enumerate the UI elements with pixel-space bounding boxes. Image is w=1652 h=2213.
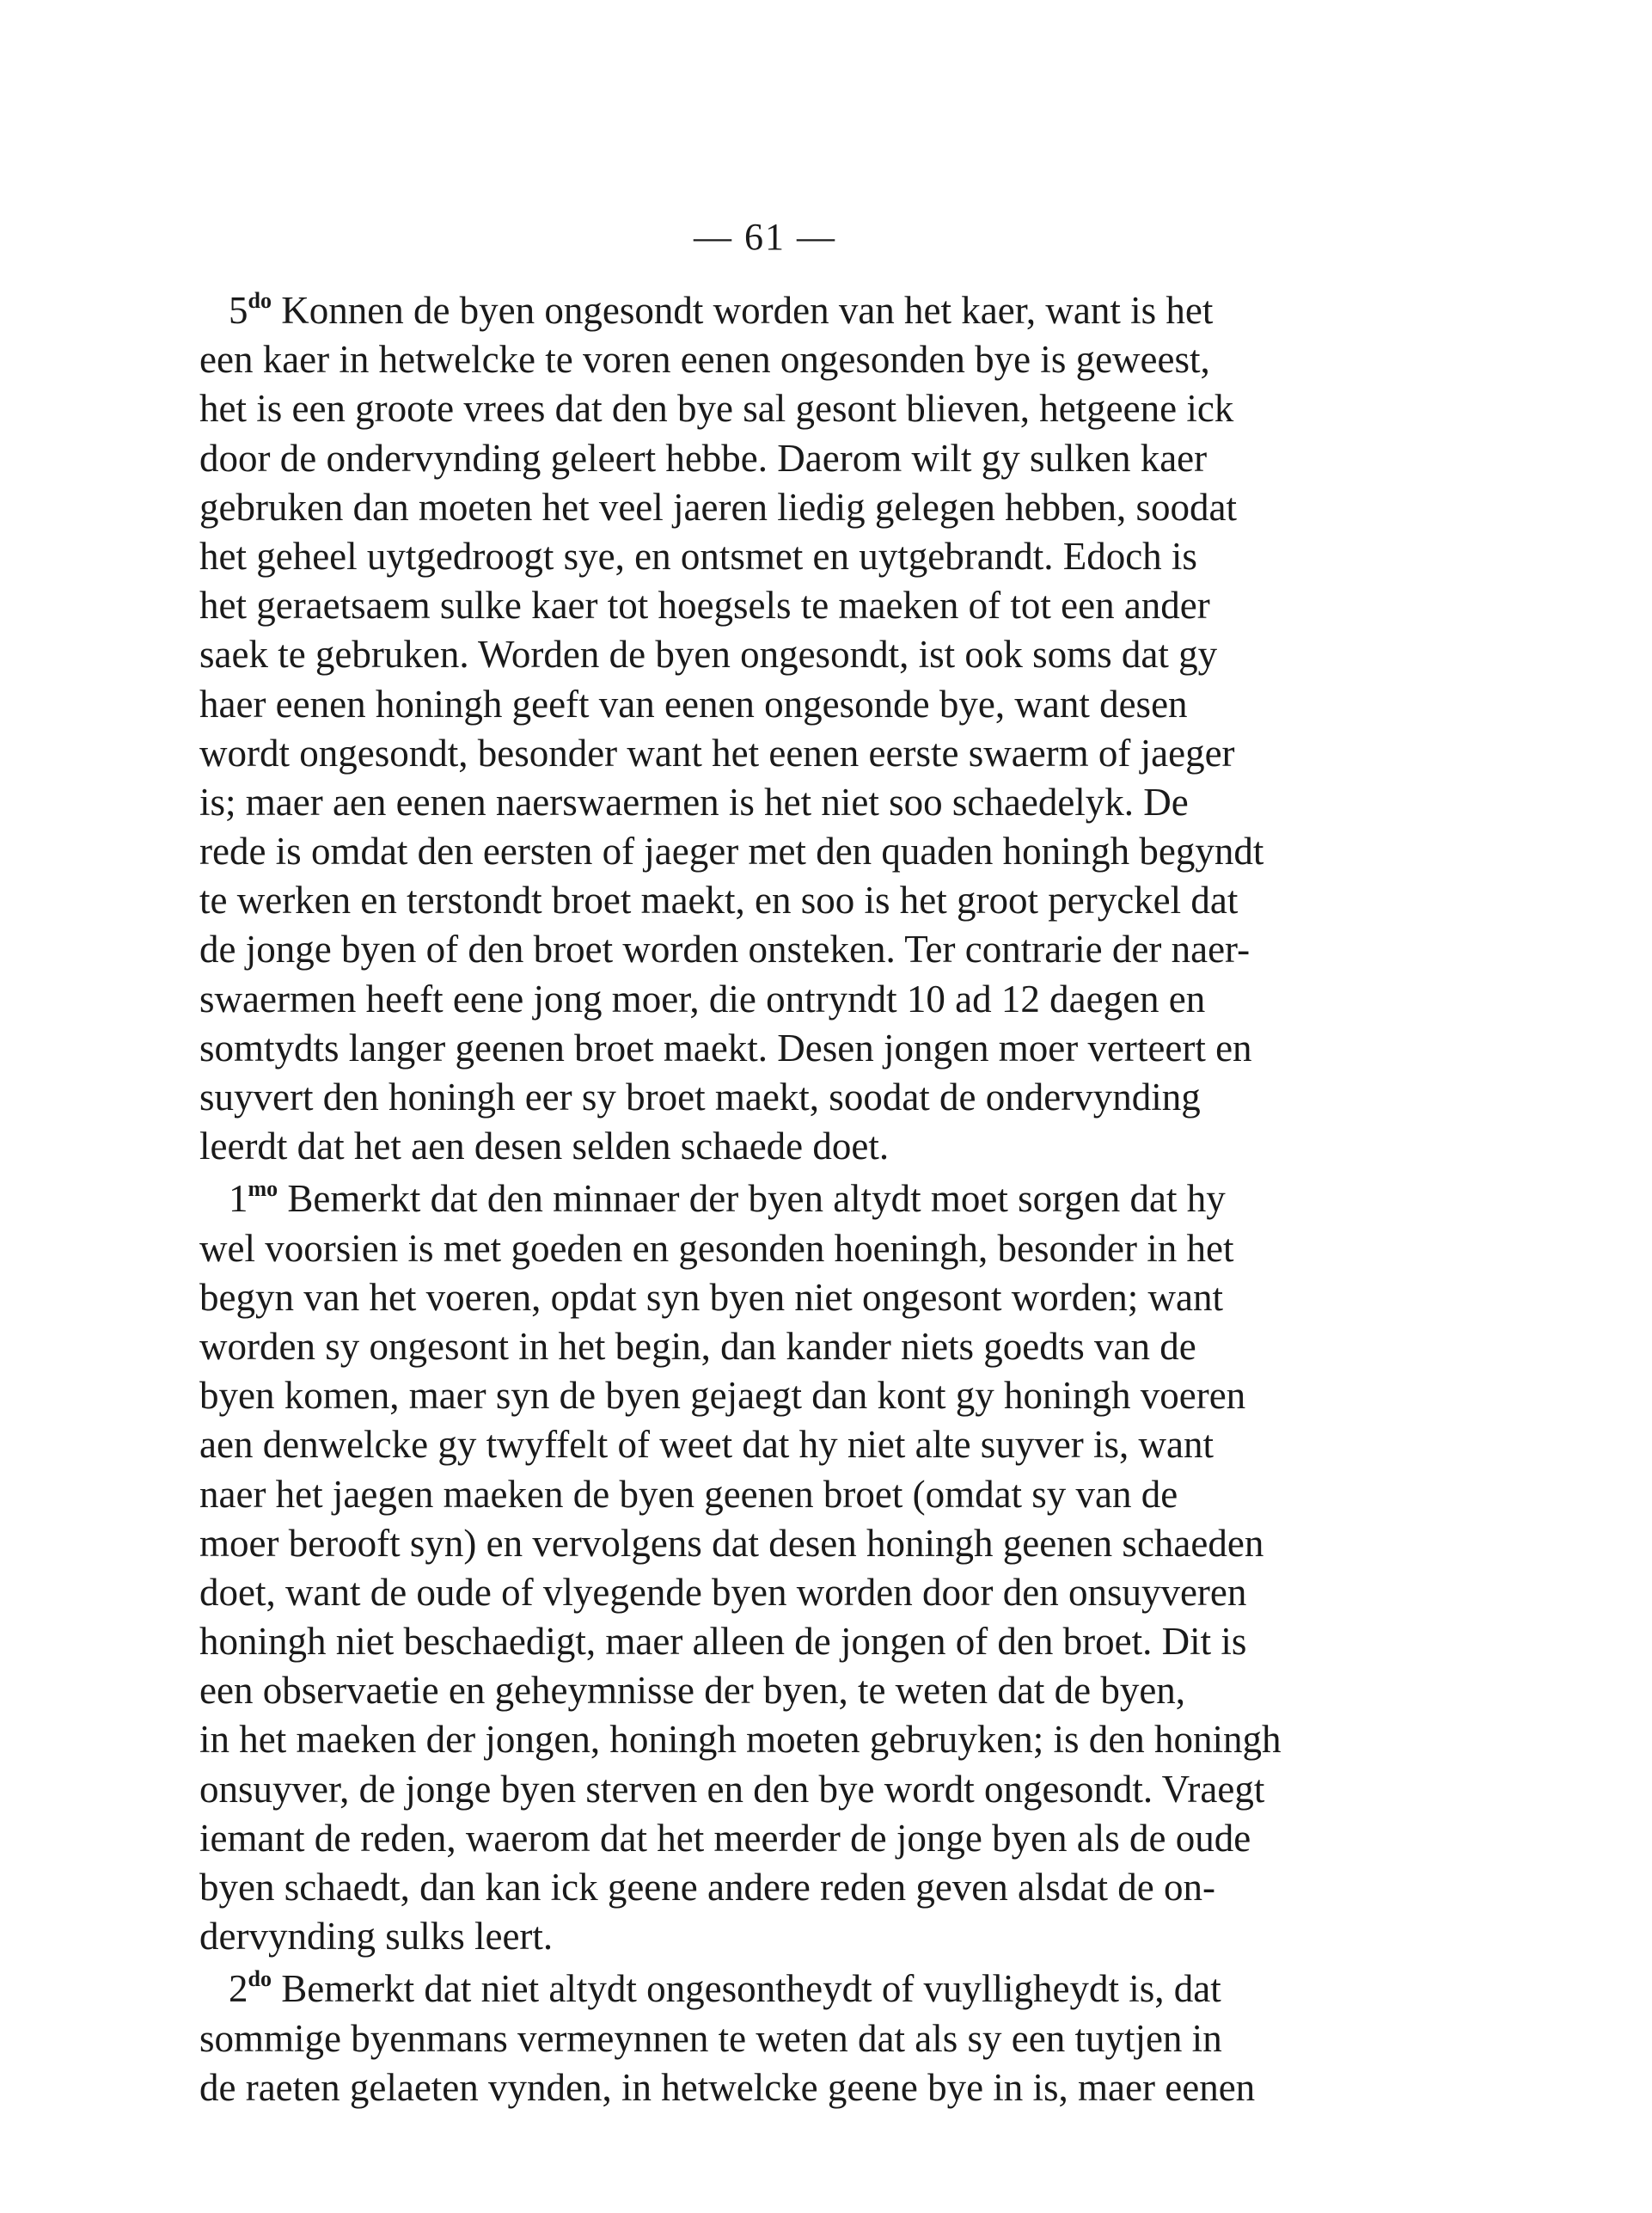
text-line <box>199 1273 1348 1322</box>
text-line <box>199 729 1348 778</box>
text-line <box>199 1965 1348 2014</box>
text-line <box>199 581 1348 630</box>
line-text: swaermen heeft eene jong moer, die ontryndt 10 ad 12 daegen en <box>199 977 1206 1021</box>
line-text: Bemerkt dat den minnaer der byen altydt moet sorgen dat hy <box>287 1177 1226 1221</box>
text-line <box>199 1617 1348 1666</box>
text-line <box>199 680 1348 729</box>
text-line <box>199 483 1348 532</box>
line-text: suyvert den honingh eer sy broet maekt, soodat de ondervynding <box>199 1076 1201 1119</box>
text-line <box>199 1765 1348 1814</box>
text-line <box>199 1224 1348 1273</box>
text-line <box>199 975 1348 1024</box>
text-line <box>199 778 1348 827</box>
line-text: te werken en terstondt broet maekt, en soo is het groot peryckel dat <box>199 879 1239 923</box>
body-text <box>199 286 1348 2116</box>
line-text: door de ondervynding geleert hebbe. Daerom wilt gy sulken kaer <box>199 436 1208 480</box>
line-text: saek te gebruken. Worden de byen ongesondt, ist ook soms dat gy <box>199 633 1218 677</box>
text-line <box>199 1666 1348 1715</box>
line-text: sommige byenmans vermeynnen te weten dat als sy een tuytjen in <box>199 2016 1222 2060</box>
paragraph <box>199 1965 1348 2112</box>
line-text: een observaetie en geheymnisse der byen, te weten dat de byen, <box>199 1669 1186 1713</box>
text-line <box>199 434 1348 483</box>
text-line <box>199 630 1348 679</box>
text-line <box>199 1715 1348 1764</box>
text-line <box>199 1912 1348 1961</box>
ordinal-suffix: mo <box>248 1176 278 1202</box>
text-line <box>199 1174 1348 1223</box>
line-text: gebruken dan moeten het veel jaeren liedig gelegen hebben, soodat <box>199 485 1238 529</box>
line-text: worden sy ongesont in het begin, dan kander niets goedts van de <box>199 1324 1196 1368</box>
line-text: moer berooft syn) en vervolgens dat desen honingh geenen schaeden <box>199 1521 1264 1565</box>
line-text: naer het jaegen maeken de byen geenen broet (omdat sy van de <box>199 1472 1178 1516</box>
text-line <box>199 2014 1348 2063</box>
line-text: de jonge byen of den broet worden onsteken. Ter contrarie der naer- <box>199 928 1251 972</box>
paragraph <box>199 286 1348 1171</box>
ordinal-suffix: do <box>248 288 272 313</box>
paragraph-ordinal: 1 <box>229 1177 248 1221</box>
text-line <box>199 925 1348 974</box>
text-line <box>199 1568 1348 1617</box>
line-text: Bemerkt dat niet altydt ongesontheydt of vuylligheydt is, dat <box>281 1967 1221 2011</box>
text-line <box>199 2063 1348 2112</box>
text-line <box>199 827 1348 876</box>
line-text: haer eenen honingh geeft van eenen ongesonde bye, want desen <box>199 682 1188 726</box>
text-line <box>199 1322 1348 1371</box>
line-text: een kaer in hetwelcke te voren eenen ongesonden bye is geweest, <box>199 338 1210 382</box>
line-text: byen komen, maer syn de byen gejaegt dan kont gy honingh voeren <box>199 1374 1246 1418</box>
line-text: het geheel uytgedroogt sye, en ontsmet en uytgebrandt. Edoch is <box>199 534 1197 578</box>
paragraph <box>199 1174 1348 1961</box>
text-line <box>199 1073 1348 1122</box>
text-line <box>199 1024 1348 1073</box>
line-text: rede is omdat den eersten of jaeger met den quaden honingh begyndt <box>199 830 1264 874</box>
text-line <box>199 1420 1348 1469</box>
line-text: het is een groote vrees dat den bye sal gesont blieven, hetgeene ick <box>199 387 1234 431</box>
line-text: in het maeken der jongen, honingh moeten gebruyken; is den honingh <box>199 1718 1282 1762</box>
page-number: — 61 — <box>694 216 836 258</box>
text-line <box>199 1519 1348 1568</box>
line-text: doet, want de oude of vlyegende byen worden door den onsuyveren <box>199 1570 1247 1614</box>
line-text: dervynding sulks leert. <box>199 1915 554 1959</box>
text-line <box>199 335 1348 384</box>
line-text: de raeten gelaeten vynden, in hetwelcke geene bye in is, maer eenen <box>199 2065 1256 2109</box>
line-text: aen denwelcke gy twyffelt of weet dat hy niet alte suyver is, want <box>199 1423 1215 1467</box>
paragraph-ordinal: 2 <box>229 1967 248 2011</box>
text-line <box>199 1371 1348 1420</box>
line-text: Konnen de byen ongesondt worden van het kaer, want is het <box>281 289 1214 332</box>
text-line <box>199 384 1348 433</box>
text-line <box>199 1470 1348 1519</box>
text-line <box>199 1863 1348 1912</box>
line-text: wordt ongesondt, besonder want het eenen eerste swaerm of jaeger <box>199 731 1235 775</box>
line-text: het geraetsaem sulke kaer tot hoegsels te maeken of tot een ander <box>199 584 1210 628</box>
ordinal-suffix: do <box>248 1966 272 1992</box>
line-text: wel voorsien is met goeden en gesonden hoeningh, besonder in het <box>199 1226 1234 1270</box>
text-line <box>199 532 1348 581</box>
paragraph-ordinal: 5 <box>229 289 248 332</box>
line-text: leerdt dat het aen desen selden schaede doet. <box>199 1125 890 1168</box>
line-text: byen schaedt, dan kan ick geene andere reden geven alsdat de on- <box>199 1866 1215 1909</box>
line-text: somtydts langer geenen broet maekt. Desen jongen moer verteert en <box>199 1026 1252 1070</box>
line-text: iemant de reden, waerom dat het meerder de jonge byen als de oude <box>199 1816 1251 1860</box>
line-text: honingh niet beschaedigt, maer alleen de jongen of den broet. Dit is <box>199 1620 1247 1664</box>
line-text: begyn van het voeren, opdat syn byen niet ongesont worden; want <box>199 1275 1223 1319</box>
text-line <box>199 1122 1348 1171</box>
text-line <box>199 876 1348 925</box>
line-text: onsuyver, de jonge byen sterven en den bye wordt ongesondt. Vraegt <box>199 1767 1265 1811</box>
text-line <box>199 286 1348 335</box>
line-text: is; maer aen eenen naerswaermen is het niet soo schaedelyk. De <box>199 780 1189 824</box>
text-line <box>199 1814 1348 1863</box>
